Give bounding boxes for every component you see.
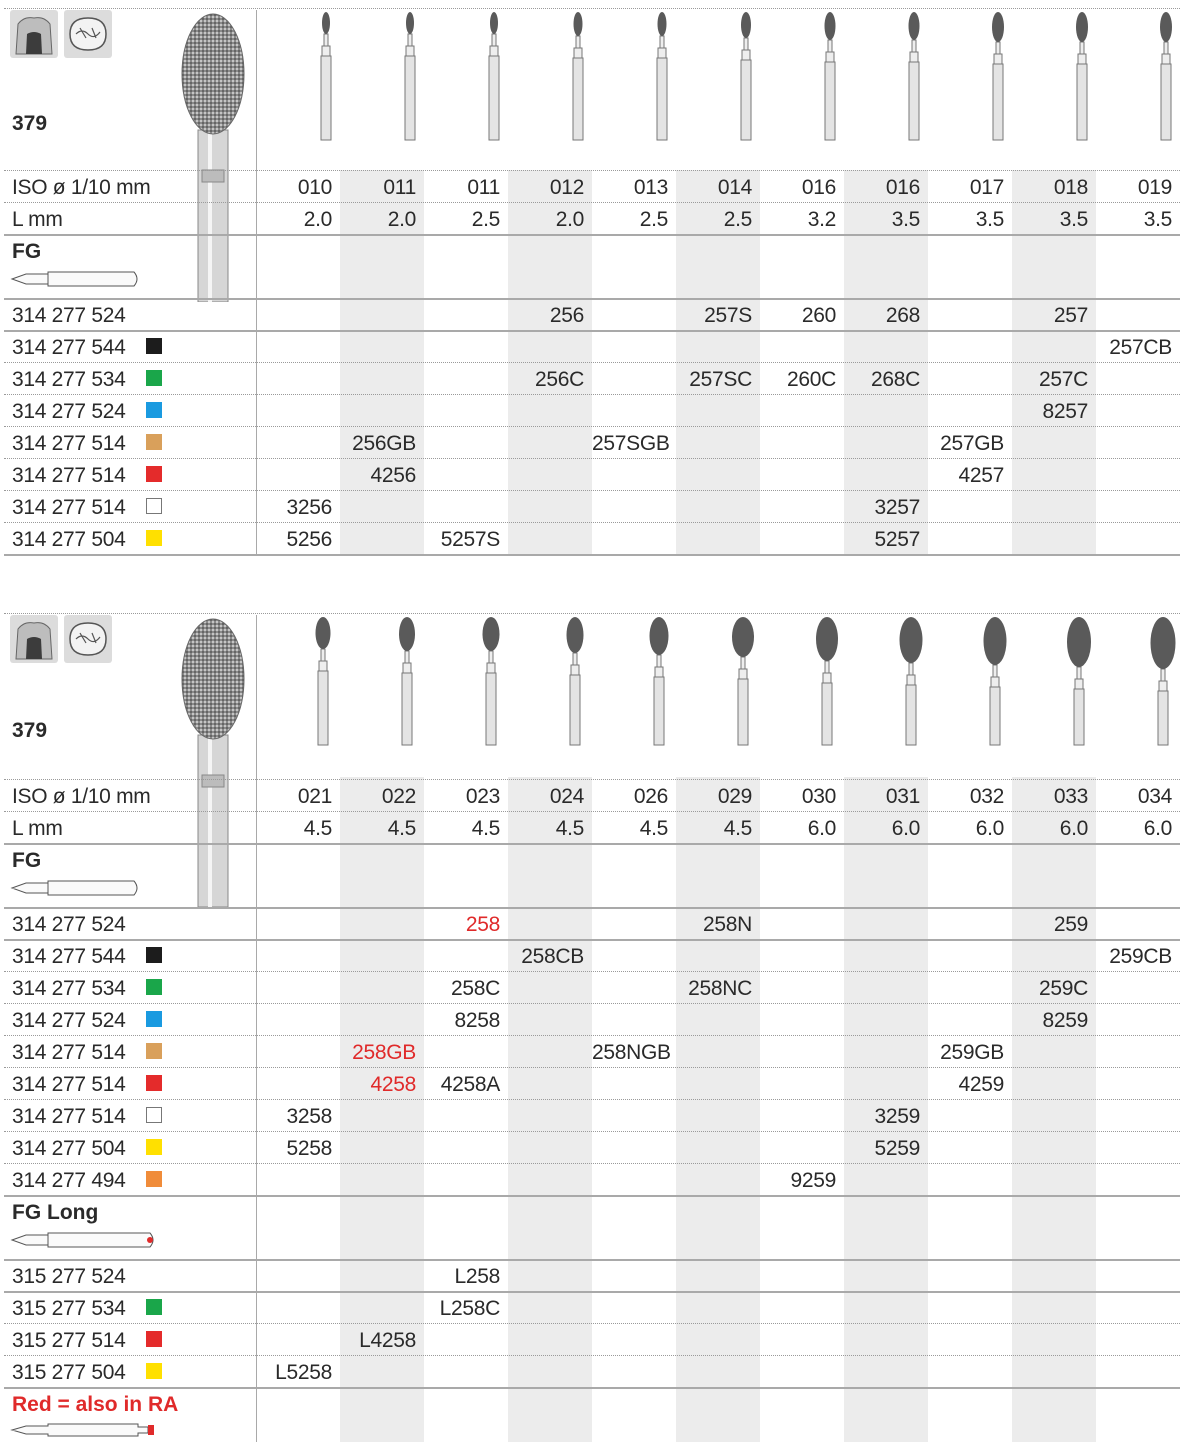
product-code: 314 277 504 [12, 1137, 126, 1160]
article-number: 8259 [1042, 1009, 1088, 1032]
grit-color-swatch [146, 1075, 162, 1091]
grit-color-swatch [146, 338, 162, 354]
product-code: 315 277 524 [12, 1265, 126, 1288]
iso-size: 022 [381, 785, 416, 808]
bur-profile [1143, 615, 1183, 747]
article-number: 5259 [874, 1137, 920, 1160]
working-length: 2.0 [387, 208, 416, 231]
grit-color-swatch [146, 434, 162, 450]
product-row [0, 522, 1200, 554]
product-row [0, 1259, 1200, 1291]
article-number: 3257 [874, 496, 920, 519]
article-number: 3259 [874, 1105, 920, 1128]
working-length: 2.5 [471, 208, 500, 231]
working-length: 3.2 [807, 208, 836, 231]
working-length: 4.5 [303, 817, 332, 840]
product-code: 314 277 524 [12, 913, 126, 936]
product-row [0, 939, 1200, 971]
product-row [0, 1355, 1200, 1387]
length-row [0, 202, 1200, 234]
iso-size: 017 [969, 176, 1004, 199]
product-code: 314 277 514 [12, 464, 126, 487]
length-row-label: L mm [12, 817, 63, 840]
working-length: 2.0 [555, 208, 584, 231]
iso-size: 026 [633, 785, 668, 808]
article-number: 3258 [286, 1105, 332, 1128]
product-code: 314 277 534 [12, 977, 126, 1000]
article-number: 258GB [352, 1041, 416, 1064]
article-number: 4256 [370, 464, 416, 487]
bur-profile [891, 615, 931, 747]
grit-color-swatch [146, 1107, 162, 1123]
article-number: 5256 [286, 528, 332, 551]
top-rule [4, 8, 1180, 9]
article-number: 258C [450, 977, 500, 1000]
article-number: 256GB [352, 432, 416, 455]
working-length: 3.5 [1059, 208, 1088, 231]
iso-size: 033 [1053, 785, 1088, 808]
article-number: 258N [702, 913, 752, 936]
article-number: 259C [1038, 977, 1088, 1000]
article-number: 258NC [688, 977, 752, 1000]
iso-row [0, 170, 1200, 202]
article-number: 5257 [874, 528, 920, 551]
working-length: 2.5 [639, 208, 668, 231]
grit-color-swatch [146, 498, 162, 514]
bur-profile [978, 10, 1018, 142]
article-number: 4258A [440, 1073, 500, 1096]
bur-profile [1062, 10, 1102, 142]
article-number: L258 [454, 1265, 500, 1288]
iso-size: 016 [885, 176, 920, 199]
product-row [0, 971, 1200, 1003]
working-length: 3.5 [975, 208, 1004, 231]
product-code: 314 277 494 [12, 1169, 126, 1192]
product-row [0, 330, 1200, 362]
grit-color-swatch [146, 1331, 162, 1347]
bur-table-1 [0, 0, 1200, 555]
product-code: 314 277 514 [12, 1041, 126, 1064]
iso-size: 023 [465, 785, 500, 808]
article-number: 8258 [454, 1009, 500, 1032]
iso-size: 016 [801, 176, 836, 199]
article-number: 268C [870, 368, 920, 391]
article-number: 258 [465, 913, 500, 936]
product-code: 314 277 514 [12, 496, 126, 519]
article-number: 8257 [1042, 400, 1088, 423]
article-number: 4259 [958, 1073, 1004, 1096]
iso-size: 019 [1137, 176, 1172, 199]
length-row-rule [4, 234, 1180, 236]
product-code: 314 277 544 [12, 945, 126, 968]
diamond-bur-illustration [180, 617, 246, 907]
bur-profile [723, 615, 763, 747]
article-number: L5258 [275, 1361, 332, 1384]
product-row [0, 490, 1200, 522]
grit-color-swatch [146, 947, 162, 963]
shank-type-heading: FG [12, 240, 42, 263]
length-row [0, 811, 1200, 843]
grit-color-swatch [146, 1171, 162, 1187]
product-row [0, 1131, 1200, 1163]
product-code: 314 277 514 [12, 432, 126, 455]
article-number: 260 [801, 304, 836, 327]
iso-size: 012 [549, 176, 584, 199]
product-code: 315 277 514 [12, 1329, 126, 1352]
article-number: L258C [439, 1297, 500, 1320]
article-number: 5257S [440, 528, 500, 551]
bur-profile [642, 10, 682, 142]
product-code: 314 277 544 [12, 336, 126, 359]
working-length: 6.0 [1143, 817, 1172, 840]
bur-profile [639, 615, 679, 747]
product-code: 314 277 524 [12, 400, 126, 423]
iso-size: 011 [467, 176, 500, 199]
product-row [0, 1099, 1200, 1131]
product-code: 314 277 514 [12, 1073, 126, 1096]
bur-profile [810, 10, 850, 142]
product-code: 314 277 504 [12, 528, 126, 551]
iso-size: 034 [1137, 785, 1172, 808]
row-rule [4, 1195, 1180, 1197]
working-length: 6.0 [807, 817, 836, 840]
article-number: 259GB [940, 1041, 1004, 1064]
article-number: 256 [549, 304, 584, 327]
working-length: 4.5 [471, 817, 500, 840]
occlusal-view-icon [64, 615, 112, 663]
article-number: 259CB [1109, 945, 1172, 968]
working-length: 3.5 [1143, 208, 1172, 231]
bur-profile [471, 615, 511, 747]
length-row-rule [4, 843, 1180, 845]
product-code: 315 277 534 [12, 1297, 126, 1320]
product-row [0, 1067, 1200, 1099]
product-row [0, 907, 1200, 939]
row-rule [4, 1387, 1180, 1389]
article-number: 257SGB [592, 432, 670, 455]
product-row [0, 298, 1200, 330]
article-number: 3256 [286, 496, 332, 519]
grit-color-swatch [146, 530, 162, 546]
working-length: 4.5 [387, 817, 416, 840]
article-number: 5258 [286, 1137, 332, 1160]
bur-profile [390, 10, 430, 142]
iso-size: 029 [717, 785, 752, 808]
iso-size: 018 [1053, 176, 1088, 199]
product-row [0, 362, 1200, 394]
article-number: 257C [1038, 368, 1088, 391]
shank-illustration [8, 879, 148, 897]
footer-note: Red = also in RA [12, 1393, 179, 1416]
bur-profile [975, 615, 1015, 747]
bur-profile [558, 10, 598, 142]
bur-profile [303, 615, 343, 747]
iso-size: 011 [383, 176, 416, 199]
bur-profile [474, 10, 514, 142]
ra-shank-illustration [8, 1421, 158, 1439]
article-number: 256C [534, 368, 584, 391]
product-row [0, 1291, 1200, 1323]
iso-size: 014 [717, 176, 752, 199]
bur-profile [306, 10, 346, 142]
iso-size: 031 [885, 785, 920, 808]
product-code: 314 277 514 [12, 1105, 126, 1128]
working-length: 3.5 [891, 208, 920, 231]
grit-color-swatch [146, 1363, 162, 1379]
shape-number: 379 [12, 719, 48, 742]
grit-color-swatch [146, 979, 162, 995]
iso-size: 021 [297, 785, 332, 808]
crown-prep-icon [10, 10, 58, 58]
grit-color-swatch [146, 1011, 162, 1027]
grit-color-swatch [146, 370, 162, 386]
bur-profile [807, 615, 847, 747]
product-row [0, 426, 1200, 458]
product-code: 314 277 524 [12, 304, 126, 327]
article-number: 9259 [790, 1169, 836, 1192]
top-rule [4, 613, 1180, 614]
iso-row-label: ISO ø 1/10 mm [12, 785, 151, 808]
grit-color-swatch [146, 1043, 162, 1059]
working-length: 6.0 [891, 817, 920, 840]
shank-illustration [8, 1231, 164, 1249]
bur-profile [894, 10, 934, 142]
working-length: 4.5 [555, 817, 584, 840]
article-number: 257CB [1109, 336, 1172, 359]
product-row [0, 1163, 1200, 1195]
grit-color-swatch [146, 402, 162, 418]
article-number: 257S [704, 304, 752, 327]
bur-profile [387, 615, 427, 747]
product-row [0, 1003, 1200, 1035]
iso-size: 010 [297, 176, 332, 199]
working-length: 6.0 [1059, 817, 1088, 840]
article-number: 258NGB [592, 1041, 671, 1064]
length-row-label: L mm [12, 208, 63, 231]
article-number: 257 [1053, 304, 1088, 327]
article-number: 259 [1053, 913, 1088, 936]
shape-number: 379 [12, 112, 48, 135]
occlusal-view-icon [64, 10, 112, 58]
grit-color-swatch [146, 1139, 162, 1155]
article-number: 257SC [689, 368, 752, 391]
bur-profile [1146, 10, 1186, 142]
product-code: 314 277 534 [12, 368, 126, 391]
grit-color-swatch [146, 1299, 162, 1315]
diamond-bur-illustration [180, 12, 246, 302]
product-row [0, 394, 1200, 426]
article-number: 268 [885, 304, 920, 327]
product-code: 315 277 504 [12, 1361, 126, 1384]
shank-type-heading: FG Long [12, 1201, 99, 1224]
working-length: 2.0 [303, 208, 332, 231]
shank-illustration [8, 270, 148, 288]
bur-profile [1059, 615, 1099, 747]
iso-size: 032 [969, 785, 1004, 808]
iso-row-label: ISO ø 1/10 mm [12, 176, 151, 199]
article-number: 258CB [521, 945, 584, 968]
bur-profile [555, 615, 595, 747]
working-length: 4.5 [723, 817, 752, 840]
working-length: 4.5 [639, 817, 668, 840]
working-length: 6.0 [975, 817, 1004, 840]
iso-size: 013 [633, 176, 668, 199]
product-row [0, 1035, 1200, 1067]
bur-profile [726, 10, 766, 142]
shank-type-heading: FG [12, 849, 42, 872]
product-row [0, 458, 1200, 490]
article-number: 4258 [370, 1073, 416, 1096]
row-rule [4, 554, 1180, 556]
article-number: 260C [786, 368, 836, 391]
crown-prep-icon [10, 615, 58, 663]
iso-size: 030 [801, 785, 836, 808]
article-number: 4257 [958, 464, 1004, 487]
iso-row [0, 779, 1200, 811]
working-length: 2.5 [723, 208, 752, 231]
article-number: L4258 [359, 1329, 416, 1352]
bur-table-2 [0, 605, 1200, 1442]
grit-color-swatch [146, 466, 162, 482]
iso-size: 024 [549, 785, 584, 808]
product-row [0, 1323, 1200, 1355]
article-number: 257GB [940, 432, 1004, 455]
product-code: 314 277 524 [12, 1009, 126, 1032]
